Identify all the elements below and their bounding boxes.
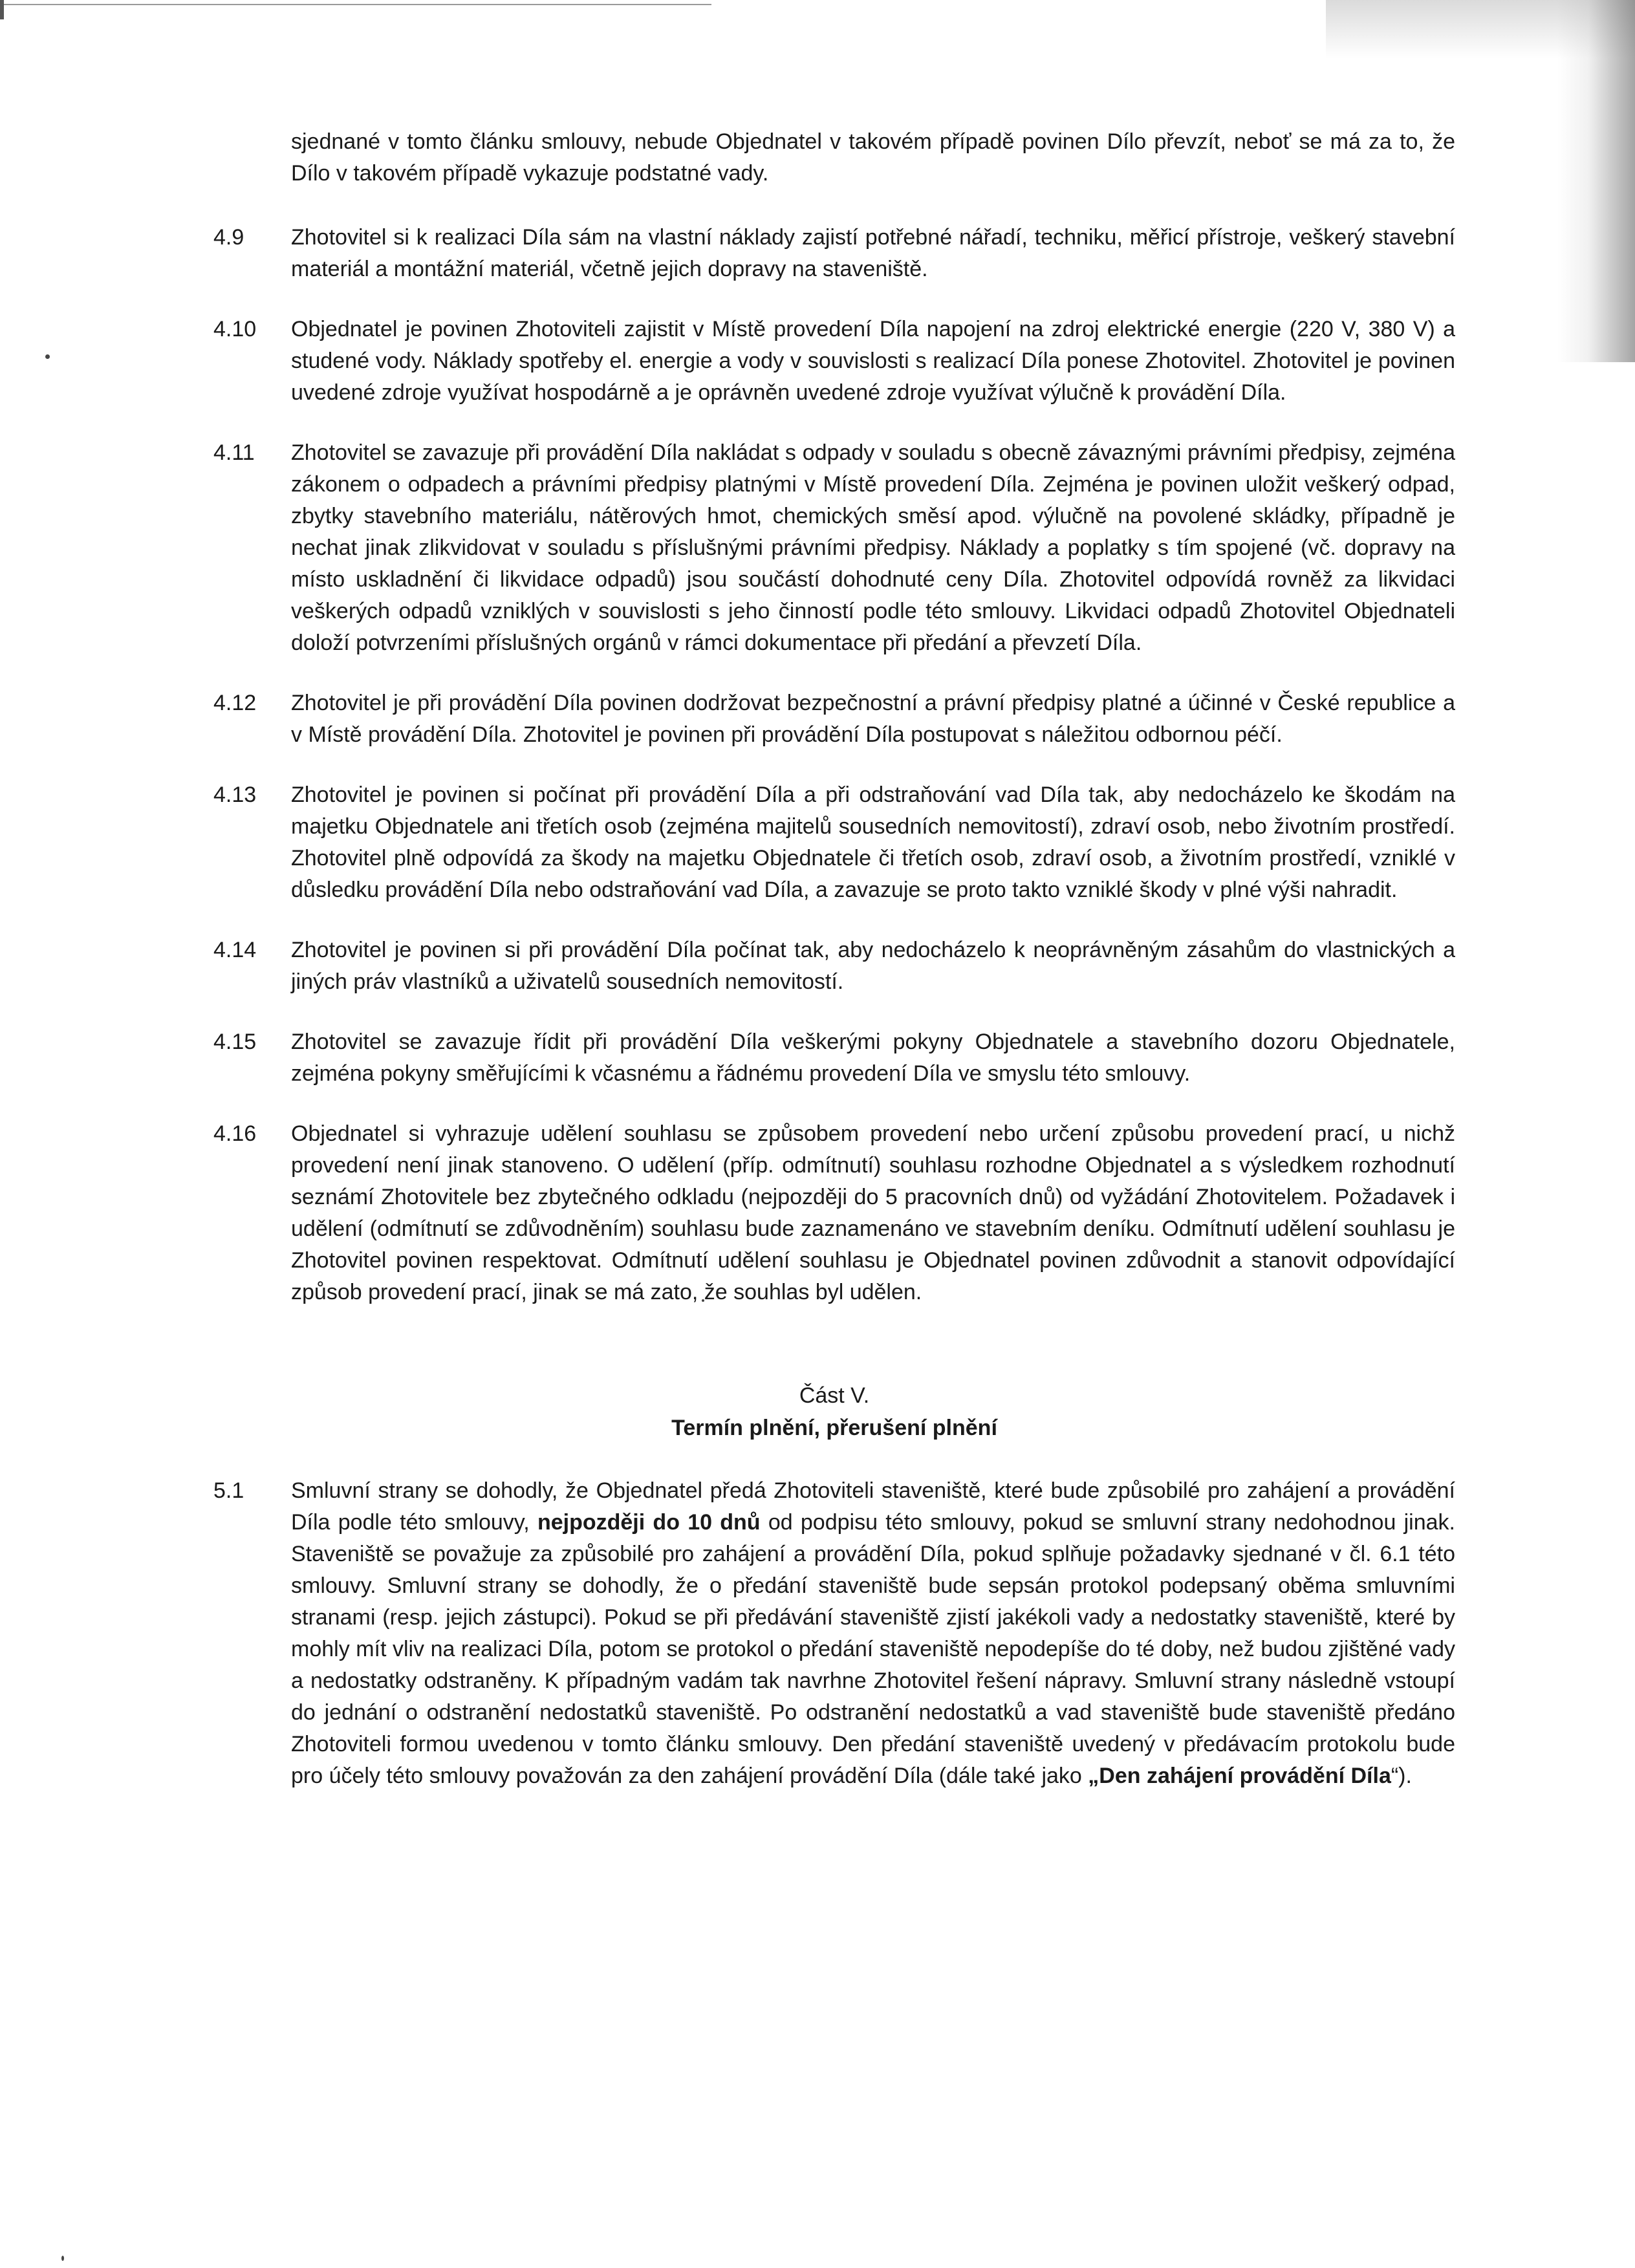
clause-text: Objednatel si vyhrazuje udělení souhlasu se způsobem provedení nebo určení způsobu provedení prací, u nichž provedení není jinak stanoveno. O udělení (příp. odmítnutí) souhlasu rozhodne Objednatel a s výsledkem rozhodnutí seznámí Zhotovitele bez zbytečného odkladu (nejpozději do 5 pracovních dnů) od vyžádání Zhotovitelem. Požadavek i udělení (odmítnutí se zdůvodněním) souhlasu bude zaznamenáno ve stavebním deníku. Odmítnutí udělení souhlasu je Zhotovitel povinen respektovat. Odmítnutí udělení souhlasu je Objednatel povinen zdůvodnit a stanovit odpovídající způsob provedení prací, jinak se má zato, že souhlas byl udělen. xyxy=(291,1121,1455,1304)
clause-text: Zhotovitel si k realizaci Díla sám na vlastní náklady zajistí potřebné nářadí, techniku, měřicí přístroje, veškerý stavební materiál a montážní materiál, včetně jejich dopravy na staveniště. xyxy=(291,225,1455,281)
clause-number: 5.1 xyxy=(213,1478,244,1503)
clause-text: Zhotovitel se zavazuje při provádění Díla nakládat s odpady v souladu s obecně závaznými právními předpisy, zejména zákonem o odpadech a právními předpisy platnými v Místě provedení Díla. Zejména je povinen uložit veškerý odpad, zbytky stavebního materiálu, nátěrových hmot, chemických směsí apod. výlučně na povolené skládky, případně je nechat jinak zlikvidovat v souladu s příslušnými právními předpisy. Náklady a poplatky s tím spojené (vč. dopravy na místo uskladnění či likvidace odpadů) jsou součástí dohodnuté ceny Díla. Zhotovitel odpovídá rovněž za likvidaci veškerých odpadů vzniklých v souvislosti s jeho činností podle této smlouvy. Likvidaci odpadů Zhotovitel Objednateli doloží potvrzeními příslušných orgánů v rámci dokumentace při předání a převzetí Díla. xyxy=(291,440,1455,655)
document-body xyxy=(213,126,1455,1820)
clause-text: Objednatel je povinen Zhotoviteli zajistit v Místě provedení Díla napojení na zdroj elektrické energie (220 V, 380 V) a studené vody. Náklady spotřeby el. energie a vody v souvislosti s realizací Díla ponese Zhotovitel. Zhotovitel je povinen uvedené zdroje využívat hospodárně a je oprávněn uvedené zdroje využívat výlučně k provádění Díla. xyxy=(291,317,1455,405)
clause-4-16 xyxy=(213,1118,1455,1308)
section-heading xyxy=(213,1379,1455,1444)
clause-text-part-c: “). xyxy=(1391,1764,1412,1788)
clause-text: Zhotovitel je při provádění Díla povinen dodržovat bezpečnostní a právní předpisy platné a účinné v České republice a v Místě provádění Díla. Zhotovitel je povinen při provádění Díla postupovat s náležitou odbornou péčí. xyxy=(291,691,1455,747)
clause-5-1 xyxy=(213,1475,1455,1792)
clause-text-part-a: Smluvní strany se dohodly, že Objednatel předá Zhotoviteli staveniště, které bude způsobilé pro zahájení a provádění Díla podle této smlouvy, xyxy=(291,1478,1455,1535)
clause-text: Zhotovitel je povinen si při provádění Díla počínat tak, aby nedocházelo k neoprávněným zásahům do vlastnických a jiných práv vlastníků a uživatelů sousedních nemovitostí. xyxy=(291,938,1455,994)
clause-4-12 xyxy=(213,687,1455,751)
paragraph-text: sjednané v tomto článku smlouvy, nebude Objednatel v takovém případě povinen Dílo převzít, neboť se má za to, že Dílo v takovém případě vykazuje podstatné vady. xyxy=(291,129,1455,186)
clause-text: Zhotovitel se zavazuje řídit při provádění Díla veškerými pokyny Objednatele a stavebního dozoru Objednatele, zejména pokyny směřujícími k včasnému a řádnému provedení Díla ve smyslu této smlouvy. xyxy=(291,1030,1455,1086)
scan-speck xyxy=(61,2256,64,2261)
clause-4-9 xyxy=(213,222,1455,285)
clause-4-14 xyxy=(213,934,1455,998)
clause-number: 4.16 xyxy=(213,1121,257,1146)
clause-bold-deadline: nejpozději do 10 dnů xyxy=(537,1510,761,1535)
scan-shadow-right xyxy=(1557,0,1635,362)
clause-4-11 xyxy=(213,437,1455,659)
clause-number: 4.10 xyxy=(213,317,257,341)
clause-bold-defined-term: „Den zahájení provádění Díla xyxy=(1088,1764,1391,1788)
section-title: Termín plnění, přerušení plnění xyxy=(671,1416,997,1440)
scan-speck xyxy=(45,354,50,359)
clause-number: 4.13 xyxy=(213,783,257,807)
clause-4-13 xyxy=(213,779,1455,906)
clause-text-part-b: od podpisu této smlouvy, pokud se smluvní strany nedohodnou jinak. Staveniště se považuje za způsobilé pro zahájení a provádění Díla, pokud splňuje požadavky sjednané v čl. 6.1 této smlouvy. Smluvní strany se dohodly, že o předání staveniště bude sepsán protokol podepsaný oběma smluvními stranami (resp. jejich zástupci). Pokud se při předávání staveniště zjistí jakékoli vady a nedostatky staveniště, které by mohly mít vliv na realizaci Díla, potom se protokol o předání staveniště nepodepíše do té doby, než budou zjištěné vady a nedostatky odstraněny. K případným vadám tak navrhne Zhotovitel řešení nápravy. Smluvní strany následně vstoupí do jednání o odstranění nedostatků staveniště. Po odstranění nedostatků a vad staveniště bude staveniště předáno Zhotoviteli formou uvedenou v tomto článku smlouvy. Den předání staveniště uvedený v předávacím protokolu bude pro účely této smlouvy považován za den zahájení provádění Díla (dále také jako xyxy=(291,1510,1455,1788)
clause-number: 4.15 xyxy=(213,1030,257,1054)
clause-number: 4.14 xyxy=(213,938,257,962)
scan-edge-line xyxy=(0,4,711,5)
clause-4-10 xyxy=(213,314,1455,409)
clause-number: 4.12 xyxy=(213,691,257,715)
scan-edge-mark xyxy=(0,0,4,19)
clause-4-15 xyxy=(213,1026,1455,1090)
clause-text: Zhotovitel je povinen si počínat při provádění Díla a při odstraňování vad Díla tak, aby nedocházelo ke škodám na majetku Objednatele ani třetích osob (zejména majitelů sousedních nemovitostí), zdraví osob, nebo životním prostředí. Zhotovitel plně odpovídá za škody na majetku Objednatele či třetích osob, zdraví osob, a životním prostředí, vzniklé v důsledku provádění Díla nebo odstraňování vad Díla, a zavazuje se proto takto vzniklé škody v plné výši nahradit. xyxy=(291,783,1455,902)
section-part-label: Část V. xyxy=(799,1383,870,1408)
continued-paragraph xyxy=(213,126,1455,189)
clause-number: 4.11 xyxy=(213,440,255,465)
clause-number: 4.9 xyxy=(213,225,244,250)
